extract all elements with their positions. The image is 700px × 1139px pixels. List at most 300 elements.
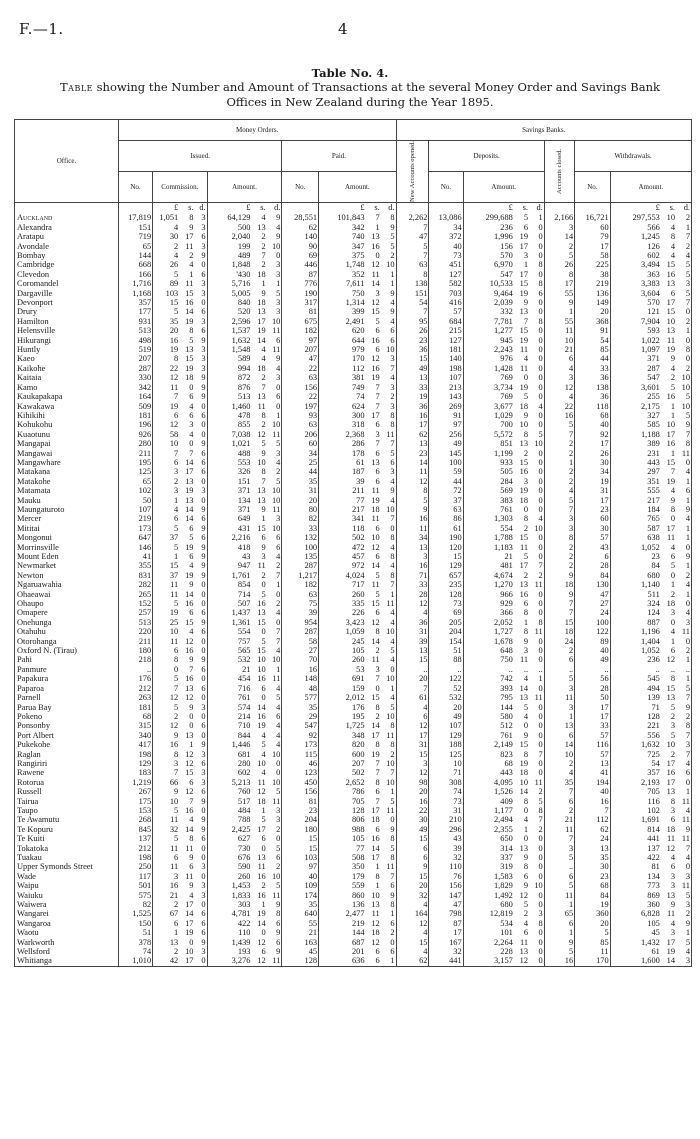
table-row [15, 383, 692, 392]
cell: 136 [319, 900, 366, 909]
cell: 182 [282, 580, 319, 589]
cell: 18 [519, 401, 529, 411]
cell: 225 [575, 260, 610, 269]
cell: 3 [267, 514, 282, 523]
cell: 102 [118, 486, 152, 495]
cell: 2,149 [463, 740, 514, 749]
cell: 0 [267, 251, 282, 260]
cell: 7 [375, 758, 380, 768]
cell: 1,404 [610, 637, 661, 646]
cell: 3 [544, 514, 574, 523]
cell: 2 [670, 373, 676, 383]
cell: 1 [381, 279, 396, 288]
cell: 75 [282, 599, 319, 608]
cell: 1,217 [282, 571, 319, 580]
cell: 9,464 [463, 289, 514, 298]
cell: 32 [429, 947, 463, 956]
cell: 18 [666, 824, 676, 834]
table-row [15, 458, 692, 467]
cell: 6 [261, 533, 266, 543]
cell: 40 [575, 787, 610, 796]
cell: 124 [610, 608, 661, 617]
cell: 4,781 [207, 909, 251, 918]
cell: 8 [523, 796, 529, 806]
cell: 11 [153, 844, 180, 853]
cell: 4 [381, 655, 396, 664]
table-row [15, 289, 692, 298]
cell: 4 [670, 363, 676, 373]
cell: 585 [610, 420, 661, 429]
cell: 2 [676, 712, 691, 721]
cell: 17 [257, 316, 266, 326]
cell: 15 [371, 693, 380, 703]
cell: 3 [670, 608, 676, 618]
cell: 263 [118, 693, 152, 702]
cell: 6 [194, 787, 207, 796]
table-row [15, 514, 692, 523]
office-name: Russell [15, 787, 119, 796]
cell: 6 [153, 853, 180, 862]
cell: 7 [396, 307, 429, 316]
cell: 13 [371, 457, 380, 467]
cell: 11 [529, 693, 544, 702]
cell: 1 [189, 269, 194, 279]
cell: 954 [282, 618, 319, 627]
cell: 268 [118, 815, 152, 824]
cell: 6,970 [463, 260, 514, 269]
cell: 101,843 [319, 212, 366, 222]
cell: 10 [257, 758, 266, 768]
cell: 9 [381, 486, 396, 495]
office-name: Avondale [15, 242, 119, 251]
cell: 4 [267, 646, 282, 655]
cell: 10 [529, 881, 544, 890]
cell: 57 [575, 731, 610, 740]
cell: 18 [544, 627, 574, 636]
cell: 15 [519, 740, 529, 750]
cell: 231 [610, 449, 661, 458]
cell: 13 [666, 787, 676, 797]
cell: 10 [153, 627, 180, 636]
cell: 668 [118, 260, 152, 269]
cell: 1 [676, 787, 691, 796]
cell: 10 [381, 674, 396, 683]
cell: 1 [153, 928, 180, 937]
cell: 17 [185, 232, 194, 242]
office-name: Kaitaia [15, 373, 119, 382]
cell: 14 [519, 787, 529, 797]
cell: 13 [575, 844, 610, 853]
cell: 9 [189, 655, 194, 665]
cell: 6 [575, 552, 610, 561]
cell: 554 [463, 524, 514, 533]
cell: 1 [529, 212, 544, 222]
cell: 12 [396, 721, 429, 730]
cell: 49 [429, 712, 463, 721]
cell: 761 [463, 731, 514, 740]
cell: 29 [282, 712, 319, 721]
cell: 68 [575, 411, 610, 420]
cell: 5 [153, 834, 180, 843]
cell: 5 [676, 289, 691, 298]
cell: 1 [676, 223, 691, 232]
cell: 330 [118, 373, 152, 382]
cell: .. [676, 665, 691, 674]
cell: 7 [267, 571, 282, 580]
cell: 6 [194, 307, 207, 316]
cell: 0 [261, 693, 266, 703]
cell: 1 [676, 928, 691, 937]
cell: 9 [267, 212, 282, 222]
cell: 929 [463, 599, 514, 608]
cell: 1,188 [610, 430, 661, 439]
cell: 1 [375, 862, 380, 872]
cell: 5 [267, 289, 282, 298]
cell: 9 [194, 655, 207, 664]
cell: 0 [194, 693, 207, 702]
cell: 1,270 [463, 580, 514, 589]
cell: 10 [676, 373, 691, 382]
cell: 3 [194, 354, 207, 363]
cell: 0 [676, 336, 691, 345]
cell: 6 [267, 336, 282, 345]
cell: 0 [194, 956, 207, 966]
cell: 20 [396, 674, 429, 683]
office-name: Kaikohe [15, 364, 119, 373]
cell: 14 [544, 232, 574, 241]
returns-table [14, 119, 692, 967]
cell: 16 [396, 514, 429, 523]
cell: 4 [153, 223, 180, 232]
cell: 63 [396, 260, 429, 269]
cell: 9 [381, 223, 396, 232]
cell: 0 [670, 570, 676, 580]
cell: 327 [610, 411, 661, 420]
cell: 5 [544, 881, 574, 890]
cell: 9 [194, 392, 207, 401]
cell: 0 [153, 665, 180, 674]
cell: 16 [185, 805, 194, 815]
cell: 0 [676, 307, 691, 316]
cell: 676 [207, 853, 251, 862]
cell: 4,024 [319, 571, 366, 580]
cell: 35 [282, 477, 319, 486]
cell: 23 [282, 806, 319, 815]
cell: 2 [670, 711, 676, 721]
cell: 13 [257, 608, 266, 618]
cell: 13 [519, 947, 529, 957]
cell: 6 [189, 552, 194, 562]
cell: 6 [194, 627, 207, 636]
cell: 1 [523, 617, 529, 627]
cell: 8 [676, 721, 691, 730]
cell: 11 [666, 909, 676, 919]
cell: 9 [194, 571, 207, 580]
cell: 820 [319, 740, 366, 749]
cell: 0 [676, 354, 691, 363]
cell: 5 [381, 844, 396, 853]
cell: 553 [207, 458, 251, 467]
cell: 170 [575, 956, 610, 966]
cell: 43 [207, 552, 251, 561]
office-name: Warkworth [15, 938, 119, 947]
cell: 4 [381, 373, 396, 382]
cell: 5 [267, 881, 282, 890]
cell: 255 [610, 392, 661, 401]
cell: 190 [282, 289, 319, 298]
cell: 10 [185, 947, 194, 957]
cell: 13 [185, 495, 194, 505]
cell: 765 [610, 514, 661, 523]
cell: 5 [375, 570, 380, 580]
table-row [15, 467, 692, 476]
cell: 297 [610, 467, 661, 476]
cell: 116 [610, 797, 661, 806]
office-name: Wade [15, 872, 119, 881]
cell: 36 [396, 618, 429, 627]
cell: 7,038 [207, 430, 251, 439]
cell: 409 [463, 797, 514, 806]
cell: 68 [463, 759, 514, 768]
col-deposits-amount: Amount. [463, 171, 544, 202]
cell: 13 [519, 307, 529, 317]
cell: 14 [371, 721, 380, 731]
cell: 6 [261, 683, 266, 693]
cell: 130 [575, 580, 610, 589]
cell: 2,596 [207, 317, 251, 326]
cell: 4 [523, 815, 529, 825]
cell: 6 [153, 646, 180, 655]
cell: 749 [319, 383, 366, 392]
cell: 8 [381, 552, 396, 561]
cell: 18 [544, 580, 574, 589]
cell: 500 [207, 223, 251, 232]
cell: 11 [257, 862, 266, 872]
cell: 501 [118, 881, 152, 890]
cell: 17 [519, 269, 529, 279]
cell: 17 [666, 523, 676, 533]
cell: 2 [267, 825, 282, 834]
cell: 3 [670, 928, 676, 938]
cell: 4,095 [463, 778, 514, 787]
cell: 179 [319, 872, 366, 881]
cell: 100 [282, 543, 319, 552]
office-name: Dargaville [15, 289, 119, 298]
cell: 502 [319, 533, 366, 542]
cell: 750 [463, 655, 514, 664]
cell: 9 [676, 505, 691, 514]
cell: 806 [319, 815, 366, 824]
cell: 4 [381, 317, 396, 326]
cell: 3 [153, 872, 180, 881]
cell: 441 [429, 956, 463, 966]
cell: 6 [153, 514, 180, 523]
cell: 63 [282, 590, 319, 599]
cell: 761 [207, 693, 251, 702]
table-row [15, 712, 692, 721]
cell: 650 [463, 834, 514, 843]
cell: 422 [610, 853, 661, 862]
cell: 280 [207, 759, 251, 768]
cell: 680 [610, 571, 661, 580]
cell: 6 [670, 862, 676, 872]
cell: 10 [529, 524, 544, 533]
cell: 0 [529, 703, 544, 712]
cell: 1,460 [207, 402, 251, 411]
cell: 0 [267, 383, 282, 392]
unit-cell: s. [188, 202, 194, 212]
cell: 1,196 [610, 627, 661, 636]
cell: 3 [523, 251, 529, 261]
cell: 129 [429, 561, 463, 570]
cell: 98 [396, 778, 429, 787]
cell: 13 [257, 222, 266, 232]
cell: 357 [610, 768, 661, 777]
cell: 91 [575, 326, 610, 335]
col-accounts-closed: Accounts closed. [544, 141, 574, 203]
cell: 4 [381, 496, 396, 505]
cell: 11 [381, 430, 396, 439]
cell: 6 [194, 514, 207, 523]
cell: 17 [185, 467, 194, 477]
cell: 280 [118, 439, 152, 448]
cell: 3 [676, 900, 691, 909]
cell: 3 [544, 524, 574, 533]
cell: 371 [207, 486, 251, 495]
cell: 0 [529, 336, 544, 345]
cell: 507 [207, 599, 251, 608]
office-name: Taupo [15, 806, 119, 815]
cell: 11 [676, 834, 691, 843]
cell: 60 [282, 439, 319, 448]
cell: 37 [429, 496, 463, 505]
cell: 7 [189, 664, 194, 674]
cell: 17 [371, 853, 380, 863]
cell: 39 [396, 637, 429, 646]
cell: 11 [519, 655, 529, 665]
table-row [15, 618, 692, 627]
cell: 769 [463, 392, 514, 401]
cell: 1,833 [207, 891, 251, 900]
cell: 15 [282, 834, 319, 843]
cell: 140 [429, 354, 463, 363]
cell: 6 [529, 289, 544, 298]
table-row [15, 307, 692, 316]
cell: 24 [575, 608, 610, 617]
cell: 26 [575, 449, 610, 458]
cell: 2 [381, 392, 396, 401]
cell: 0 [676, 862, 691, 871]
cell: 691 [319, 674, 366, 683]
cell: 8 [529, 919, 544, 928]
cell: 15 [185, 288, 194, 298]
cell: 4 [676, 759, 691, 768]
cell: 2 [544, 561, 574, 570]
cell: 226 [319, 608, 366, 617]
cell: 3 [194, 279, 207, 288]
cell: 10 [429, 759, 463, 768]
cell: 128 [319, 806, 366, 815]
cell: 5 [544, 496, 574, 505]
cell: 11 [519, 937, 529, 947]
cell: 8 [381, 411, 396, 420]
cell: 7 [676, 232, 691, 241]
cell: 315 [118, 721, 152, 730]
cell: 127 [429, 270, 463, 279]
cell: 15 [666, 683, 676, 693]
cell: 590 [207, 862, 251, 871]
cell: 116 [575, 740, 610, 749]
cell: 4 [261, 213, 266, 223]
cell: 15 [396, 872, 429, 881]
cell: 6 [396, 844, 429, 853]
cell: 2 [544, 467, 574, 476]
cell: 547 [282, 721, 319, 730]
cell: 4 [267, 731, 282, 740]
col-new-accounts: New Accounts opened. [396, 141, 429, 203]
cell: 575 [118, 891, 152, 900]
cell: 8 [153, 750, 180, 759]
cell: 51 [118, 928, 152, 937]
col-paid-no: No. [282, 171, 319, 202]
cell: 1 [189, 740, 194, 750]
cell: 4 [189, 561, 194, 571]
cell: 1,052 [610, 543, 661, 552]
cell: 19 [185, 928, 194, 938]
cell: 2,052 [463, 618, 514, 627]
cell: 140 [282, 232, 319, 241]
cell: 1 [267, 665, 282, 674]
cell: 19 [575, 900, 610, 909]
cell: 235 [429, 580, 463, 589]
cell: 228 [463, 947, 514, 956]
office-name: Rawene [15, 768, 119, 777]
cell: 17 [666, 429, 676, 439]
cell: 14 [257, 702, 266, 712]
cell: 260 [319, 590, 366, 599]
cell: 19 [519, 382, 529, 392]
cell: 287 [118, 364, 152, 373]
cell: 5 [153, 307, 180, 316]
cell: 5 [544, 853, 574, 862]
cell: 2 [523, 570, 529, 580]
cell: 10,533 [463, 279, 514, 288]
cell: 0 [529, 599, 544, 608]
cell: .. [118, 665, 152, 674]
cell: 3 [670, 871, 676, 881]
cell: 61 [319, 458, 366, 467]
cell: 5 [523, 900, 529, 910]
cell: 19 [519, 486, 529, 496]
cell: 0 [529, 392, 544, 401]
office-name: Mercer [15, 514, 119, 523]
cell: 10 [267, 486, 282, 495]
cell: 840 [207, 298, 251, 307]
table-row [15, 242, 692, 251]
cell: 18 [257, 363, 266, 373]
cell: 2,652 [319, 778, 366, 787]
cell: 757 [207, 637, 251, 646]
cell: 823 [463, 750, 514, 759]
unit-cell: £ [319, 202, 366, 212]
cell: 2 [261, 373, 266, 383]
cell: 11 [519, 363, 529, 373]
table-row [15, 449, 692, 458]
cell: 12 [396, 919, 429, 928]
cell: 14 [371, 561, 380, 571]
cell: 513 [118, 326, 152, 335]
cell: 14 [661, 956, 676, 966]
